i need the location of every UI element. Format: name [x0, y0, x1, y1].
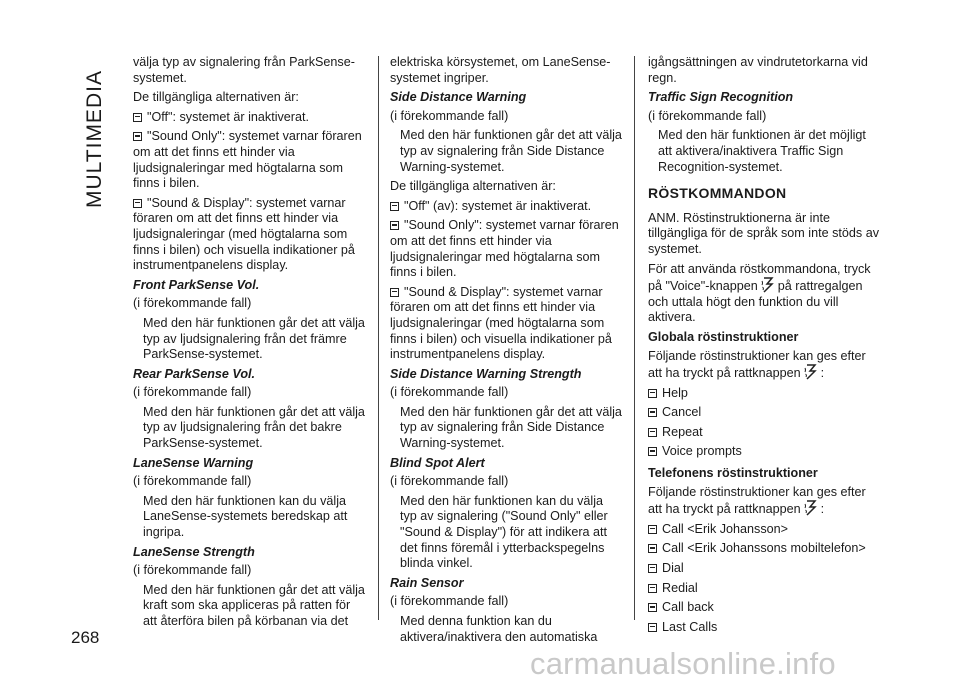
- availability-note: (i förekommande fall): [133, 296, 252, 311]
- voice-command-icon: [804, 500, 818, 516]
- bullet-box-icon: [648, 447, 657, 456]
- availability-note: (i förekommande fall): [390, 594, 509, 609]
- feature-heading: Side Distance Warning: [390, 90, 527, 105]
- global-commands-list: [648, 386, 880, 460]
- bullet-box-icon: [648, 623, 657, 632]
- list-item: Help: [648, 386, 880, 402]
- bullet-box-icon: [648, 584, 657, 593]
- availability-note: (i förekommande fall): [648, 108, 767, 123]
- column-divider-2: [634, 56, 635, 620]
- feature-heading: Traffic Sign Recognition: [648, 90, 794, 105]
- feature-description: Med den här funktionen kan du välja LaneSense-systemets beredskap att ingripa.: [143, 493, 348, 540]
- bullet-item: "Sound & Display": systemet varnar föraren om att det finns ett hinder via ljudsignaleringar (med högtalarna som finns i bilen) och visuella indikationer på instrumentpanelens display.: [133, 195, 355, 273]
- availability-note: (i förekommande fall): [133, 474, 252, 489]
- paragraph: elektriska körsystemet, om LaneSense-systemet ingriper.: [390, 55, 611, 85]
- paragraph: De tillgängliga alternativen är:: [133, 90, 299, 105]
- bullet-item: "Off": systemet är inaktiverat.: [133, 110, 365, 126]
- bullet-box-icon: [648, 525, 657, 534]
- availability-note: (i förekommande fall): [133, 563, 252, 578]
- phone-commands-list: [648, 522, 880, 636]
- list-item: Redial: [648, 581, 880, 597]
- bullet-item: "Sound Only": systemet varnar föraren om att det finns ett hinder via ljudsignaleringar med högtalarna som finns i bilen.: [133, 129, 362, 191]
- list-item: Last Calls: [648, 620, 880, 636]
- column-2: [390, 55, 622, 649]
- feature-description: Med denna funktion kan du aktivera/inaktivera den automatiska: [400, 614, 598, 644]
- paragraph: välja typ av signalering från ParkSense-systemet.: [133, 55, 355, 85]
- feature-heading: LaneSense Strength: [133, 544, 255, 559]
- column-divider-1: [378, 56, 379, 620]
- paragraph: Följande röstinstruktioner kan ges efter att ha tryckt på rattknappen :: [648, 348, 866, 381]
- feature-description: Med den här funktionen går det att välja typ av ljudsignalering från det bakre ParkSense-systemet.: [143, 404, 365, 451]
- section-heading: RÖSTKOMMANDON: [648, 185, 787, 202]
- bullet-box-icon: [648, 564, 657, 573]
- availability-note: (i förekommande fall): [390, 385, 509, 400]
- list-item: Repeat: [648, 425, 880, 441]
- feature-heading: Side Distance Warning Strength: [390, 366, 582, 381]
- bullet-item: "Sound & Display": systemet varnar föraren om att det finns ett hinder via ljudsignaleringar (med högtalarna som finns i bilen) och visuella indikationer på instrumentpanelens display.: [390, 284, 612, 362]
- feature-heading: Rain Sensor: [390, 575, 464, 590]
- bullet-box-icon: [648, 603, 657, 612]
- voice-command-icon: [761, 277, 775, 293]
- bullet-box-icon: [390, 288, 399, 297]
- feature-heading: LaneSense Warning: [133, 455, 254, 470]
- list-item: Call <Erik Johansson>: [648, 522, 880, 538]
- feature-heading: Rear ParkSense Vol.: [133, 366, 256, 381]
- side-section-title-text: MULTIMEDIA: [83, 70, 106, 208]
- list-item: Dial: [648, 561, 880, 577]
- paragraph: igångsättningen av vindrutetorkarna vid regn.: [648, 55, 868, 85]
- bullet-box-icon: [648, 389, 657, 398]
- feature-description: Med den här funktionen går det att välja typ av signalering från Side Distance Warning-systemet.: [400, 404, 622, 451]
- feature-description: Med den här funktionen kan du välja typ av signalering ("Sound Only" eller "Sound & Display") för att indikera att det finns föremål i ytterbackspegelns blinda vinkel.: [400, 493, 608, 571]
- bullet-box-icon: [648, 408, 657, 417]
- voice-instruction: För att använda röstkommandona, tryck på "Voice"-knappen på rattregalgen och uttala högt den funktion du vill aktivera.: [648, 261, 871, 325]
- bullet-box-icon: [133, 199, 142, 208]
- availability-note: (i förekommande fall): [133, 385, 252, 400]
- column-3: [648, 55, 880, 641]
- availability-note: (i förekommande fall): [390, 474, 509, 489]
- voice-command-icon: [804, 364, 818, 380]
- availability-note: (i förekommande fall): [390, 108, 509, 123]
- bullet-box-icon: [648, 428, 657, 437]
- bullet-box-icon: [133, 113, 142, 122]
- subsection-heading: Telefonens röstinstruktioner: [648, 466, 818, 481]
- page-number: 268: [71, 628, 100, 647]
- side-section-title: [78, 58, 116, 208]
- list-item: Call back: [648, 600, 880, 616]
- bullet-box-icon: [648, 544, 657, 553]
- watermark: carmanualsonline.info: [530, 646, 836, 681]
- bullet-item: "Off" (av): systemet är inaktiverat.: [390, 199, 622, 215]
- feature-heading: Blind Spot Alert: [390, 455, 485, 470]
- paragraph: De tillgängliga alternativen är:: [390, 179, 556, 194]
- paragraph: Följande röstinstruktioner kan ges efter att ha tryckt på rattknappen :: [648, 484, 866, 517]
- bullet-item: "Sound Only": systemet varnar föraren om att det finns ett hinder via ljudsignaleringar med högtalarna som finns i bilen.: [390, 218, 619, 280]
- feature-description: Med den här funktionen är det möjligt att aktivera/inaktivera Traffic Sign Recognition-systemet.: [658, 128, 866, 174]
- bullet-box-icon: [390, 202, 399, 211]
- list-item: Voice prompts: [648, 444, 880, 460]
- list-item: Cancel: [648, 405, 880, 421]
- feature-description: Med den här funktionen går det att välja typ av ljudsignalering från det främre ParkSense-systemet.: [143, 315, 365, 362]
- list-item: Call <Erik Johanssons mobiltelefon>: [648, 541, 880, 557]
- bullet-box-icon: [390, 221, 399, 230]
- feature-description: Med den här funktionen går det att välja kraft som ska appliceras på ratten för att återföra bilen på körbanan via det: [143, 582, 365, 628]
- feature-heading: Front ParkSense Vol.: [133, 277, 260, 292]
- column-1: [133, 55, 365, 634]
- note-paragraph: ANM. Röstinstruktionerna är inte tillgängliga för de språk som inte stöds av systemet.: [648, 210, 880, 256]
- feature-description: Med den här funktionen går det att välja typ av signalering från Side Distance Warning-systemet.: [400, 128, 622, 174]
- subsection-heading: Globala röstinstruktioner: [648, 329, 799, 344]
- bullet-box-icon: [133, 132, 142, 141]
